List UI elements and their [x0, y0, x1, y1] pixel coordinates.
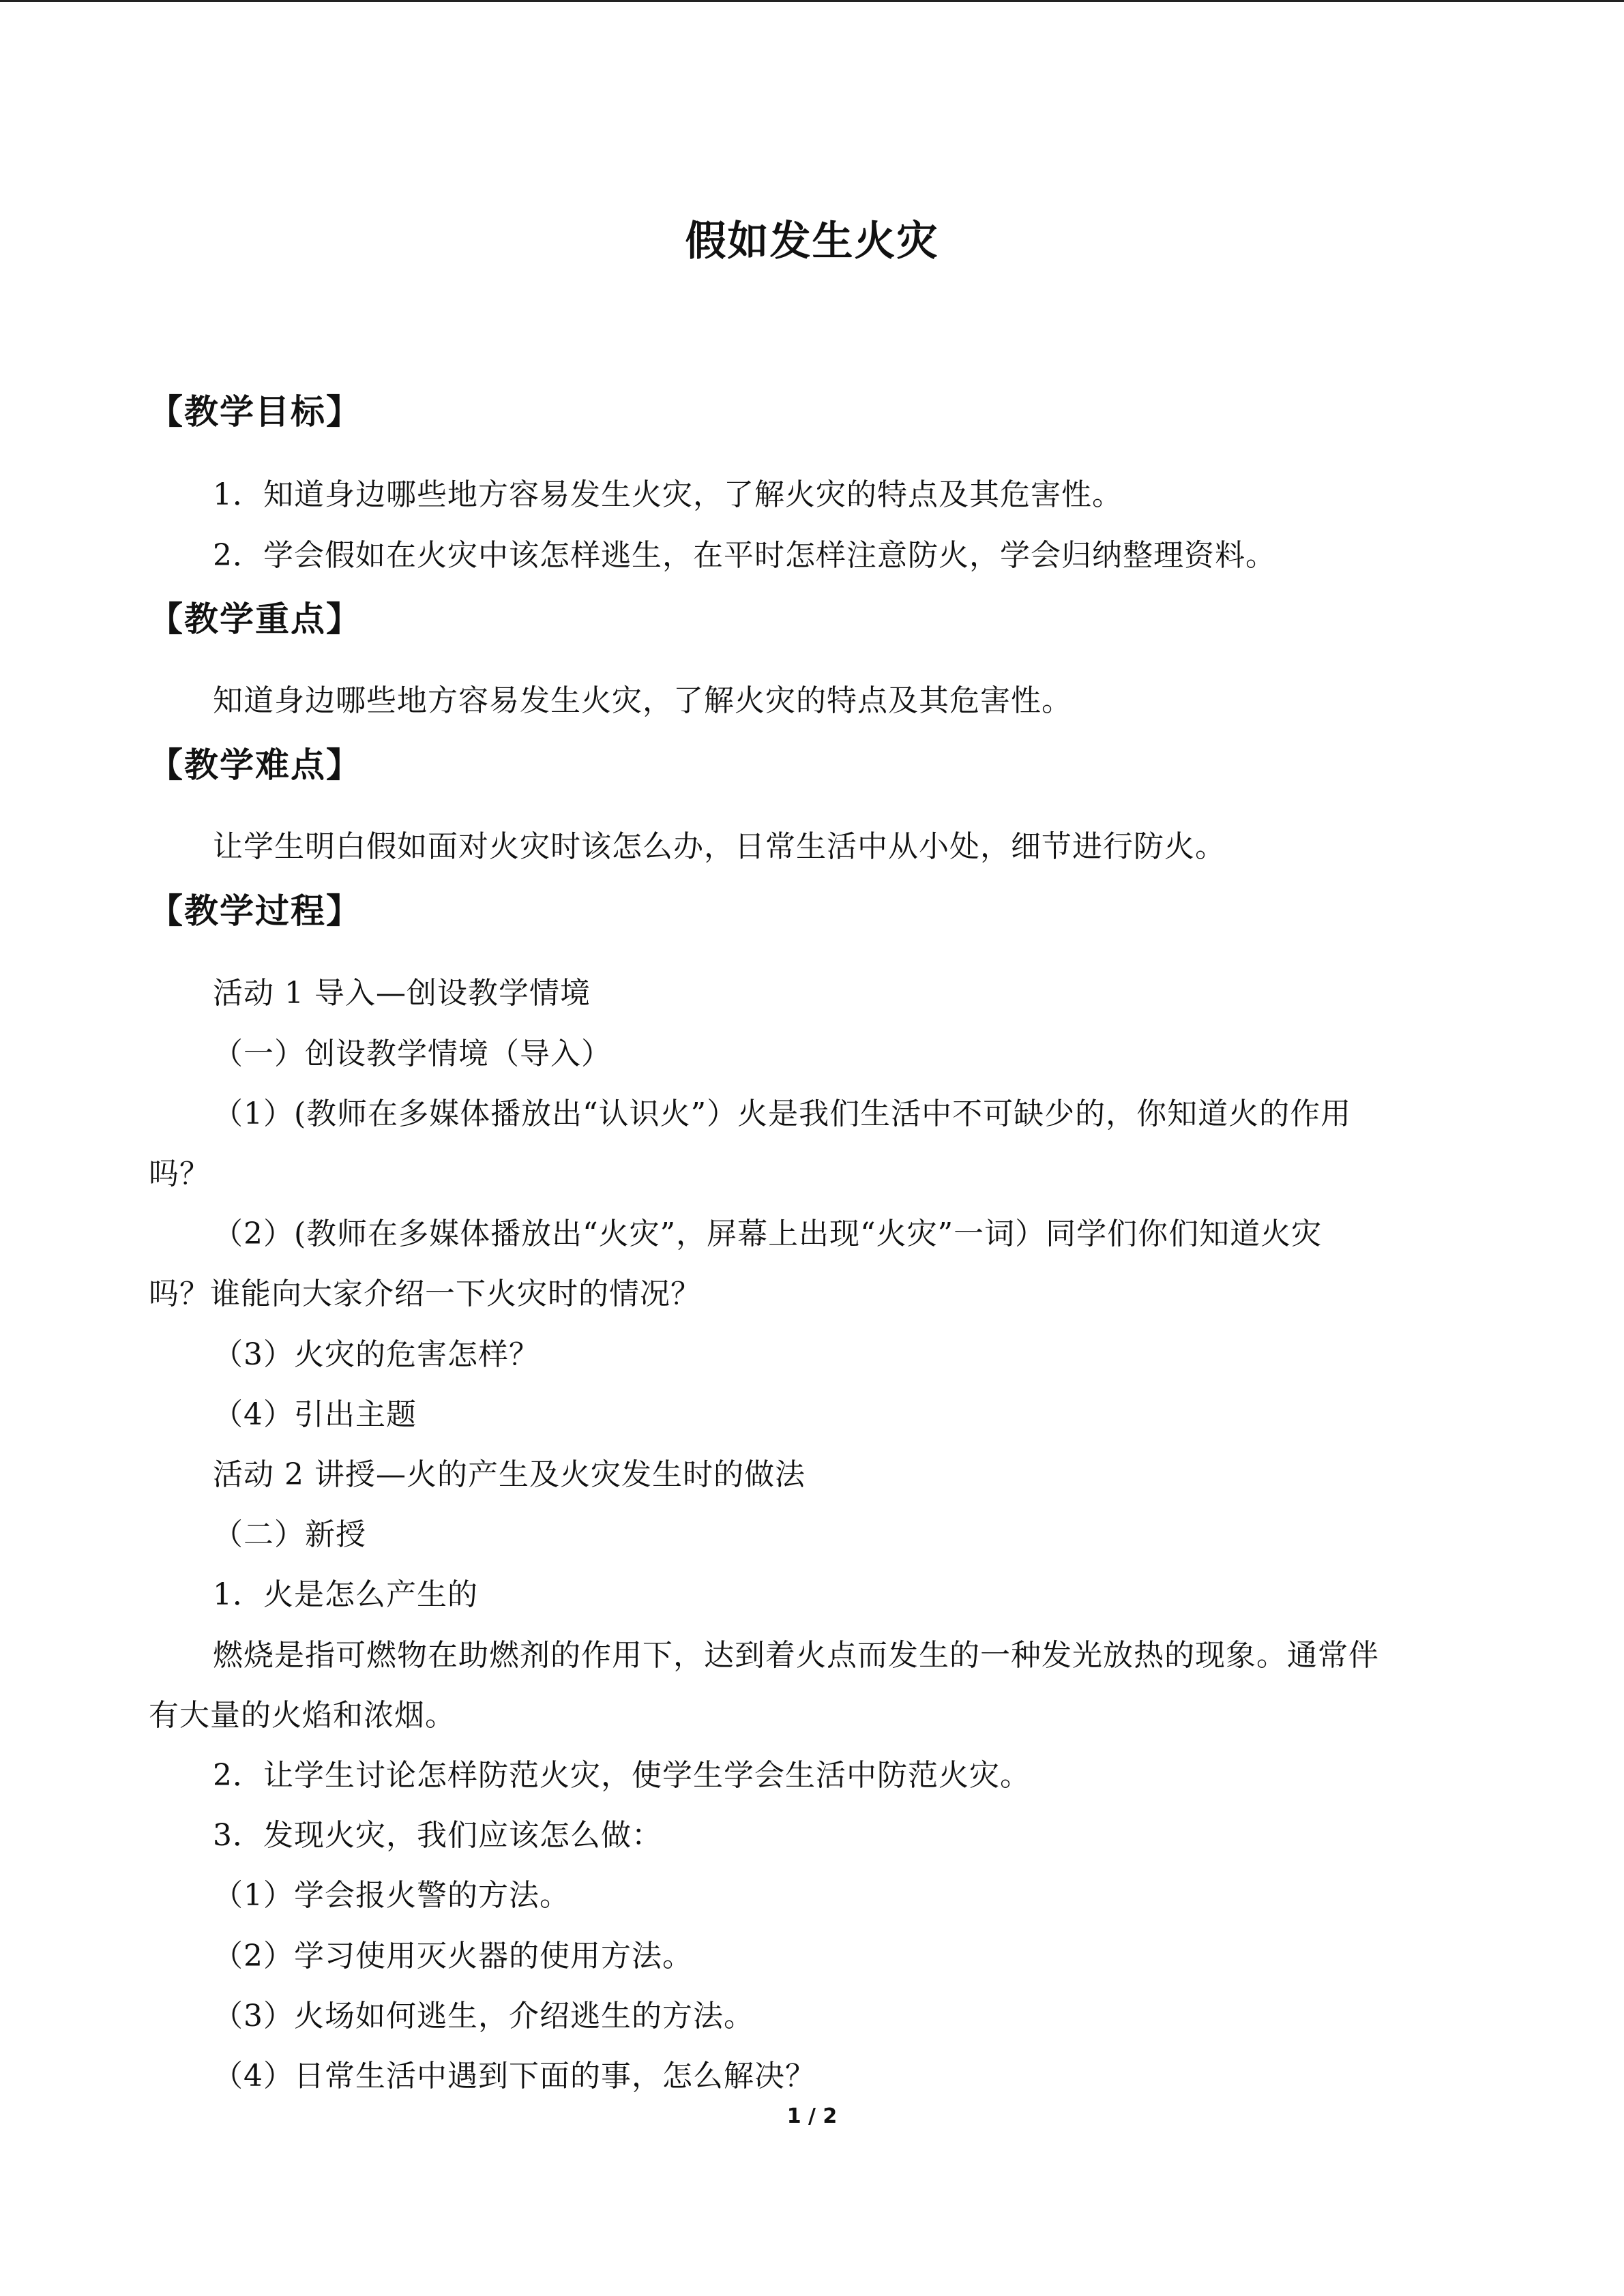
process-line: （一）创设教学情境（导入）: [213, 1037, 612, 1071]
process-line: 燃烧是指可燃物在助燃剂的作用下，达到着火点而发生的一种发光放热的现象。通常伴: [213, 1638, 1379, 1673]
section-heading-process: 【教学过程】: [149, 891, 361, 931]
process-line: （二）新授: [213, 1517, 366, 1552]
section-heading-difficulties: 【教学难点】: [149, 745, 361, 785]
process-line: （3）火场如何逃生，介绍逃生的方法。: [213, 1999, 754, 2033]
process-line: 2．让学生讨论怎样防范火灾，使学生学会生活中防范火灾。: [213, 1758, 1031, 1793]
difficulties-text: 让学生明白假如面对火灾时该怎么办，日常生活中从小处，细节进行防火。: [213, 829, 1226, 864]
process-line: 吗？谁能向大家介绍一下火灾时的情况？: [149, 1277, 701, 1311]
key-points-text: 知道身边哪些地方容易发生火灾，了解火灾的特点及其危害性。: [213, 683, 1072, 718]
process-line: （2）学习使用灭火器的使用方法。: [213, 1939, 693, 1973]
process-line: 活动 1 导入—创设教学情境: [213, 976, 591, 1011]
section-heading-goals: 【教学目标】: [149, 392, 361, 432]
process-line: 有大量的火焰和浓烟。: [149, 1698, 456, 1733]
goal-item: 1．知道身边哪些地方容易发生火灾，了解火灾的特点及其危害性。: [213, 477, 1123, 512]
process-line: 吗？: [149, 1157, 210, 1191]
document-title: 假如发生火灾: [685, 218, 939, 265]
process-line: 1．火是怎么产生的: [213, 1577, 478, 1612]
section-heading-key-points: 【教学重点】: [149, 599, 361, 639]
process-line: （4）引出主题: [213, 1397, 417, 1432]
process-line: （1）(教师在多媒体播放出“认识火”）火是我们生活中不可缺少的，你知道火的作用: [213, 1097, 1352, 1131]
goal-item: 2．学会假如在火灾中该怎样逃生，在平时怎样注意防火，学会归纳整理资料。: [213, 538, 1276, 573]
process-line: （2）(教师在多媒体播放出“火灾”，屏幕上出现“火灾”一词）同学们你们知道火灾: [213, 1217, 1323, 1251]
process-line: 活动 2 讲授—火的产生及火灾发生时的做法: [213, 1457, 806, 1492]
process-line: （1）学会报火警的方法。: [213, 1878, 570, 1913]
process-line: （3）火灾的危害怎样？: [213, 1337, 540, 1372]
process-line: （4）日常生活中遇到下面的事，怎么解决？: [213, 2059, 816, 2093]
process-line: 3．发现火灾，我们应该怎么做：: [213, 1818, 662, 1853]
page-number: 1 / 2: [786, 2104, 838, 2128]
